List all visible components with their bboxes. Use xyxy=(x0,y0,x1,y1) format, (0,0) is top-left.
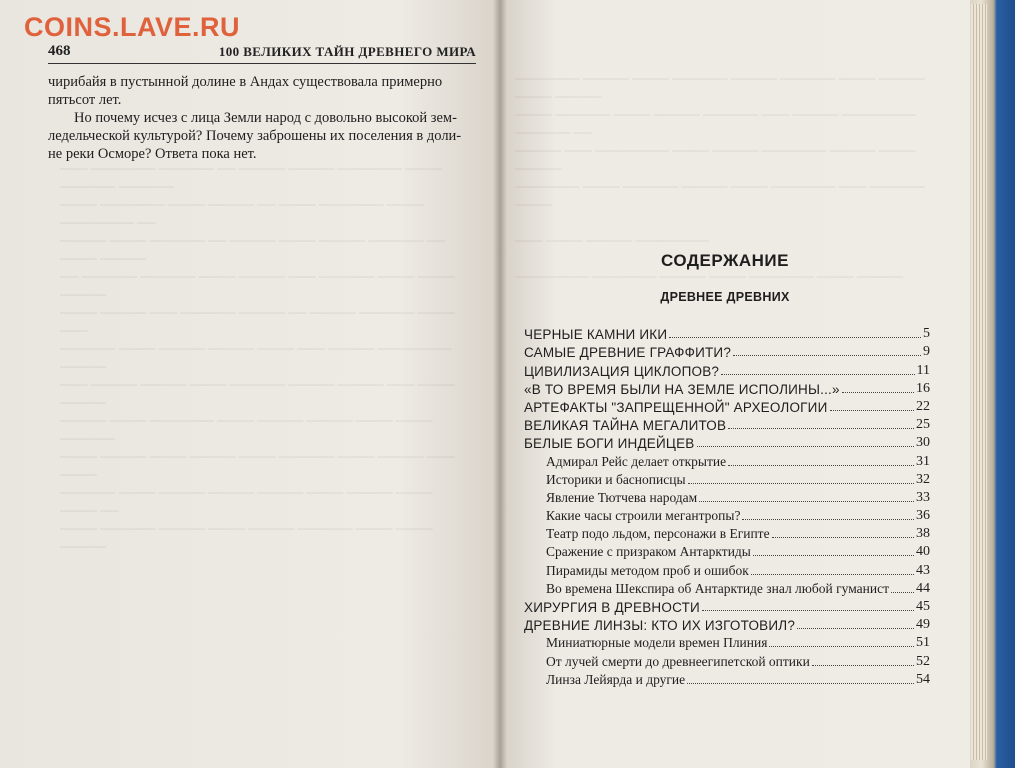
contents-title: СОДЕРЖАНИЕ xyxy=(661,251,789,270)
toc-dot-leader xyxy=(830,410,915,411)
text-line: Но почему исчез с лица Земли народ с довольно высокой зем- xyxy=(74,110,457,126)
toc-dot-leader xyxy=(753,555,914,556)
toc-entry-title: ЧЕРНЫЕ КАМНИ ИКИ xyxy=(524,327,668,343)
bleed-through-text-top: ─────── ───── ──── ────── ───── ────── ──── ───── ──── ───── ──── ────── ──── ───── ────── ─── ───── ──────── ────── ── ───── ─── ──────── ──── ───── ─────── ───── ──── ───── ─────── ──── ────── ───── ──── ─────── ─── ────── ──── ─── ──── ───── ──────── ──────── ─────── ───── ──── ─────── ──── ───── xyxy=(515,71,925,284)
toc-entry-page: 5 xyxy=(923,326,930,342)
text-line: ледельческой культурой? Почему заброшены их поселения в доли- xyxy=(48,128,462,144)
table-of-contents xyxy=(524,324,930,688)
toc-dot-leader xyxy=(797,628,914,629)
text-line: не реки Осморе? Ответа пока нет. xyxy=(48,146,257,162)
toc-entry xyxy=(524,615,930,633)
toc-entry-title: АРТЕФАКТЫ "ЗАПРЕЩЕННОЙ" АРХЕОЛОГИИ xyxy=(524,399,828,415)
toc-entry-page: 25 xyxy=(916,417,930,433)
toc-entry-title: Пирамиды методом проб и ошибок xyxy=(546,562,749,578)
toc-entry xyxy=(524,324,930,342)
left-page-body xyxy=(48,73,476,163)
toc-entry-page: 52 xyxy=(916,653,930,669)
toc-dot-leader xyxy=(772,537,914,538)
toc-entry xyxy=(524,597,930,615)
toc-dot-leader xyxy=(669,337,921,338)
toc-dot-leader xyxy=(742,519,914,520)
toc-dot-leader xyxy=(697,446,915,447)
toc-entry xyxy=(524,379,930,397)
toc-entry xyxy=(524,451,930,469)
section-title: ДРЕВНЕЕ ДРЕВНИХ xyxy=(660,290,790,304)
toc-entry xyxy=(524,579,930,597)
toc-entry-page: 33 xyxy=(916,489,930,505)
toc-entry-title: От лучей смерти до древнеегипетской оптики xyxy=(546,653,810,669)
toc-entry xyxy=(524,488,930,506)
toc-entry-page: 51 xyxy=(916,635,930,651)
toc-dot-leader xyxy=(687,683,914,684)
toc-entry-page: 44 xyxy=(916,580,930,596)
toc-entry xyxy=(524,633,930,651)
page-number: 468 xyxy=(48,43,71,59)
toc-entry-title: Сражение с призраком Антарктиды xyxy=(546,544,751,560)
toc-entry xyxy=(524,651,930,669)
toc-entry xyxy=(524,342,930,360)
toc-entry xyxy=(524,397,930,415)
toc-entry xyxy=(524,433,930,451)
toc-entry-page: 49 xyxy=(916,617,930,633)
toc-dot-leader xyxy=(842,392,914,393)
toc-entry xyxy=(524,560,930,578)
toc-dot-leader xyxy=(812,665,914,666)
toc-dot-leader xyxy=(728,428,914,429)
toc-entry-title: Историки и баснописцы xyxy=(546,471,686,487)
toc-entry xyxy=(524,470,930,488)
toc-entry-page: 30 xyxy=(916,435,930,451)
toc-entry-page: 16 xyxy=(916,380,930,396)
toc-entry-title: Явление Тютчева народам xyxy=(546,489,698,505)
toc-entry-title: ДРЕВНИЕ ЛИНЗЫ: КТО ИХ ИЗГОТОВИЛ? xyxy=(524,618,796,634)
toc-entry-page: 45 xyxy=(916,599,930,614)
toc-dot-leader xyxy=(688,483,914,484)
running-title: 100 ВЕЛИКИХ ТАЙН ДРЕВНЕГО МИРА xyxy=(218,44,476,59)
toc-entry-title: Миниатюрные модели времен Плиния xyxy=(546,635,768,651)
toc-dot-leader xyxy=(733,355,921,356)
toc-dot-leader xyxy=(891,592,914,593)
toc-entry-title: ЦИВИЛИЗАЦИЯ ЦИКЛОПОВ? xyxy=(524,363,720,379)
text-line: пятьсот лет. xyxy=(48,92,122,108)
toc-entry-page: 40 xyxy=(916,544,930,560)
toc-dot-leader xyxy=(699,501,914,502)
toc-entry-page: 22 xyxy=(916,398,930,414)
toc-entry xyxy=(524,506,930,524)
toc-entry-title: ХИРУРГИЯ В ДРЕВНОСТИ xyxy=(524,600,700,615)
toc-entry xyxy=(524,360,930,378)
toc-entry-page: 43 xyxy=(916,562,930,578)
toc-entry-page: 32 xyxy=(916,471,930,487)
toc-entry xyxy=(524,670,930,688)
header-rule xyxy=(48,63,476,64)
toc-entry-title: ВЕЛИКАЯ ТАЙНА МЕГАЛИТОВ xyxy=(524,418,727,434)
watermark: COINS.LAVE.RU xyxy=(24,12,241,42)
toc-dot-leader xyxy=(769,646,914,647)
toc-entry-page: 31 xyxy=(916,453,930,469)
left-page-header xyxy=(48,43,476,65)
toc-entry-title: Адмирал Рейс делает открытие xyxy=(546,453,727,469)
toc-entry-title: САМЫЕ ДРЕВНИЕ ГРАФФИТИ? xyxy=(524,345,732,361)
toc-entry-title: Какие часы строили мегантропы? xyxy=(546,508,741,524)
toc-entry-page: 36 xyxy=(916,508,930,524)
toc-entry-page: 9 xyxy=(923,344,930,360)
toc-entry-title: Линза Лейярда и другие xyxy=(546,671,686,687)
toc-entry-page: 11 xyxy=(916,362,930,378)
toc-entry-title: Во времена Шекспира об Антарктиде знал любой гуманист xyxy=(546,580,889,596)
toc-dot-leader xyxy=(721,374,914,375)
toc-entry xyxy=(524,524,930,542)
toc-dot-leader xyxy=(728,465,914,466)
toc-entry xyxy=(524,542,930,560)
toc-entry-title: «В ТО ВРЕМЯ БЫЛИ НА ЗЕМЛЕ ИСПОЛИНЫ...» xyxy=(524,381,840,397)
toc-dot-leader xyxy=(702,610,914,611)
toc-entry-page: 38 xyxy=(916,526,930,542)
toc-dot-leader xyxy=(751,574,914,575)
bleed-through-text: ─── ─────── ────── ── ───── ───── ─────── ──── ────── ────── ──── ─────── ──── ───── ── ──── ─────── ──── ──────── ── ───── ──── ────── ── ───── ──── ───── ────── ── ──── ───── ── ────── ────── ──── ───── ─── ────── ──── ──── ───── ──── ───── ─── ────── ───── ── ───── ────── ──── ─── ────── ──── ───── ───── ──── ─── ───── ──────── ───── ─── ───── ───── ──── ────── ───── ───── ─── ──── ───── ───── ──── ─────── ──── ───── ───── ──── ──── ────── ──── ───── ──── ───── ──── ────── ──── ───── ─── ──── ────── ──── ───── ───── ───── ──── ───── ──── ──── ── ──── ────── ───── ──── ───── ────── ──── ──── ───── xyxy=(60,161,455,554)
book-gutter xyxy=(493,0,507,768)
page-edges xyxy=(971,4,987,760)
text-line: чирибайя в пустынной долине в Андах существовала примерно xyxy=(48,74,443,90)
toc-entry-title: Театр подо льдом, персонажи в Египте xyxy=(546,526,770,542)
toc-entry-page: 54 xyxy=(916,671,930,687)
toc-entry xyxy=(524,415,930,433)
toc-entry-title: БЕЛЫЕ БОГИ ИНДЕЙЦЕВ xyxy=(524,436,695,452)
